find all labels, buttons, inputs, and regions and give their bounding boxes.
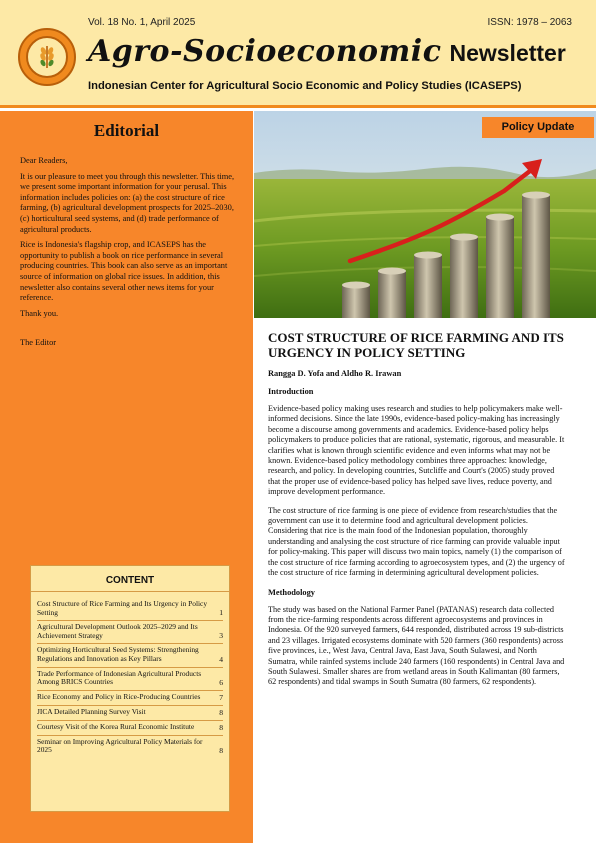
editorial-signoff: The Editor — [20, 338, 57, 348]
section-heading-methodology: Methodology — [268, 587, 315, 597]
wheat-emblem-icon — [32, 42, 62, 72]
coin-stack-4 — [450, 234, 478, 319]
hero-illustration — [254, 111, 596, 318]
contents-item-title: Seminar on Improving Agricultural Policy Materials for 2025 — [37, 736, 203, 755]
contents-item[interactable] — [37, 598, 223, 621]
editorial-column — [0, 111, 253, 843]
contents-item-page: 6 — [219, 677, 223, 687]
contents-item[interactable] — [37, 691, 223, 706]
contents-item[interactable] — [37, 621, 223, 644]
article-paragraph: Evidence-based policy making uses research and studies to help policymakers make well-informed decisions. Since the late 1990s, evidence-based policy-making has increasingly become a discourse among governments and academics. Evidence-based policy helps policymakers to produce policies that are rational, systematic, rigorous, and measurable. It clarifies what is known through scientific evidence and even informs what may not be known. Evidence-based policy methodology combines three approaches: knowledge, research, and policy. In developing countries, Sutcliffe and Court's (2005) study proved that the proper use of evidence-based policy has helped save lives, reduce poverty, and improve development performance. — [268, 404, 565, 497]
contents-item[interactable] — [37, 706, 223, 721]
article-authors: Rangga D. Yofa and Aldho R. Irawan — [268, 369, 402, 378]
editorial-thanks: Thank you. — [20, 308, 59, 318]
contents-item-page: 7 — [219, 692, 223, 702]
contents-box — [30, 565, 230, 812]
article-title: COST STRUCTURE OF RICE FARMING AND ITS URGENCY IN POLICY SETTING — [268, 330, 564, 360]
editorial-body — [20, 156, 242, 354]
logo-inner-ring — [26, 36, 68, 78]
contents-list — [31, 592, 229, 758]
contents-item-title: Optimizing Horticultural Seed Systems: Strengthening Regulations and Innovation as Key Pillars — [37, 645, 199, 663]
policy-update-badge: Policy Update — [482, 117, 594, 138]
coin-stack-3 — [414, 252, 442, 319]
contents-item[interactable] — [37, 736, 223, 758]
contents-title: CONTENT — [31, 566, 229, 592]
contents-item[interactable] — [37, 644, 223, 667]
contents-item-title: Courtesy Visit of the Korea Rural Economic Institute — [37, 722, 195, 732]
contents-item-page: 3 — [219, 631, 223, 641]
coin-stack-5 — [486, 214, 514, 319]
contents-item-title: Rice Economy and Policy in Rice-Producing Countries — [37, 692, 201, 702]
institution-subtitle: Indonesian Center for Agricultural Socio Economic and Policy Studies (ICASEPS) — [88, 80, 522, 92]
coin-stack-1 — [342, 282, 370, 319]
editorial-greeting: Dear Readers, — [20, 156, 68, 165]
contents-item-title: Trade Performance of Indonesian Agricultural Products Among BRICS Countries — [37, 668, 202, 687]
editorial-title: Editorial — [93, 121, 160, 140]
article-paragraph: The study was based on the National Farmer Panel (PATANAS) research data collected from the rice-farming respondents across different agroecosystems and provinces in Indonesia. Of the 920 surveyed farmers, 644 responded, distributed across 19 sub-districts and 23 villages. Irrigated ecosystems dominate with 520 farmers (360 respondents) across five provinces, i.e., West Java, Central Java, East Java, South Sulawesi, and North Sumatra, while rainfed systems include 240 farmers (160 respondents) in Central Java and South Sulawesi. Smaller shares are from wetland areas in South Kalimantan (80 farmers, 62 respondents) and tidal swamps in South Sumatra (80 farmers, 62 respondents). — [268, 604, 565, 687]
icaseps-seal-icon — [18, 28, 76, 86]
contents-item-title: Cost Structure of Rice Farming and Its Urgency in Policy Setting — [37, 599, 208, 617]
newsletter-title — [88, 34, 588, 74]
contents-item-page: 1 — [219, 608, 223, 618]
contents-item-page: 8 — [219, 707, 223, 717]
title-newsletter-word: Newsletter — [449, 40, 566, 66]
editorial-paragraph: Rice is Indonesia's flagship crop, and ICASEPS has the opportunity to publish a book on rice performance in several producing countries. This book can also serve as an important source of information on global rice issues. In addition, this newsletter also contains several other news items for your reference. — [20, 240, 228, 303]
section-heading-introduction: Introduction — [268, 387, 314, 396]
contents-item-page: 4 — [219, 654, 223, 664]
coin-stack-2 — [378, 268, 406, 319]
contents-item[interactable] — [37, 668, 223, 691]
contents-item-page: 8 — [219, 722, 223, 732]
contents-item-title: Agricultural Development Outlook 2025–2029 and Its Achievement Strategy — [37, 622, 198, 640]
contents-item[interactable] — [37, 721, 223, 736]
contents-item-page: 8 — [219, 745, 223, 755]
rice-field-coins-growth-arrow-icon — [254, 111, 596, 318]
lead-article — [268, 330, 568, 688]
editorial-paragraph: It is our pleasure to meet you through this newsletter. This time, we present some important information for your perusal. This information includes policies on: (a) the cost structure of rice farming, (b) agricultural development prospects for 2025–2030, (c) horticultural seed systems, and (d) trade performance of agricultural products. — [20, 171, 235, 234]
issn-number: ISSN: 1978 – 2063 — [487, 17, 572, 28]
article-paragraph: The cost structure of rice farming is one piece of evidence from research/studies that the government can use it to determine food and agricultural development policies. Considering that rice is the main food of the Indonesian population, thoroughly understanding and analysing the cost structure of rice farming can provide valuable input for policy-making. This paper will discuss two main topics, namely (1) the comparison of the cost structure of rice farming according to agroecosystem types, and (2) the urgency of the cost structure of rice farming in determining agricultural development policies. — [268, 505, 565, 578]
contents-item-title: JICA Detailed Planning Survey Visit — [37, 707, 146, 717]
issue-volume: Vol. 18 No. 1, April 2025 — [88, 17, 196, 28]
title-script: Agro-Socioeconomic — [88, 34, 442, 69]
coin-stack-6 — [522, 192, 550, 319]
masthead — [0, 0, 596, 108]
